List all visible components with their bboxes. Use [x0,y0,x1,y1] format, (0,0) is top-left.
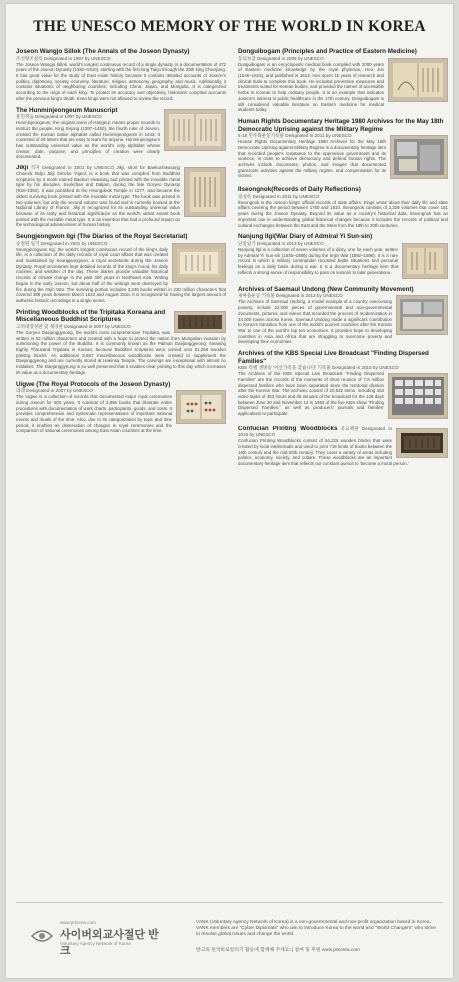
entry-description: Human Rights Documentary Heritage 1980 Archives for the May 18th Democratic Uprising against Military Regime is a documentary heritage item that recorded people's resistance to the oppressive government and its violence, in order to achieve democracy and defend human rights. The archives include documents, photos, and images that documented grassroots activities against the military regime, and compensation for its victims. [238,139,386,179]
logo-english: Voluntary Agency Network of Korea [60,941,131,946]
entry-donguibogam [238,48,448,113]
entry-title: Human Rights Documentary Heritage 1980 Archives for the May 18th Democratic Uprising against the Military Regime [238,117,444,133]
entry-title: Uigwe (The Royal Protocols of the Joseon Dynasty) [16,380,171,388]
entry-designated: 직지 Designated in 2001 by UNESCO [30,165,115,171]
entry-description: Hunminjeongeum, the original name of Hangeul, means proper sounds to instruct the people. King Sejong (1397~1450), the fourth ruler of Joseon, created the Korean native alphabet called Hunminjeongeum in 1443. It consisted of 28 letters that are easy to learn for anyone. Hunminjeongeum has outstanding universal value as the world's only alphabet whose creator, date, purpose, and principles of creation were clearly documented. [16,120,160,160]
footer-description: VANK (Voluntary Agency Network of Korea) is a non-governmental and non-profit organization based in Korea. VANK members are "Cyber Diplomats" who aim to introduce Korea to the world and "World Changers" who strive to resolve global issues and change the world. [196,920,436,938]
entry-title: Archives of Saemaul Undong (New Community Movement) [238,285,414,293]
entry-designated: 조선왕조실록 Designated in 1997 by UNESCO [16,55,111,61]
entry-description: Seungjeongwon Ilgi, the world's longest continuous record of the king's daily life, is a collection of the daily records of royal court affairs that was created and maintained by Seungjeongwon, a royal secretariat during the Joseon Dynasty. Royal secretaries kept detailed records of the king's mood, his daily routines, and weather of the day. These diaries provide valuable historical records of climate change in the past 300 years in Northeast Asia. Writing began in the early Joseon, but about half of the writings were destroyed by fire during the Imjin War. The surviving portion includes 3,245 books written in 230 million characters that covered 288 years between March 1623 and August 1910. It is recognized for having the largest amount of authentic historic recordings in a single series. [16,246,226,303]
footer-korean-line: 반크의 한국바로알리기 활동에 함께해 주세요! | 참여 및 후원 vank.prkorea.com [196,948,360,953]
entry-designated: 유교책판 Designated in 2015 by UNESCO [238,426,393,438]
woodblocks-image [174,311,226,333]
entry-description: Jikji, short for Baekunhwasang Choerok Buljo Jikji Simche Yojeol, is a book that was compiled from Buddhist scriptures by a monk named Baekun Hwasang and printed with the movable metal type by his disciples, Seokchan and Daljam, during the late Goryeo Dynasty (918~1392). It was published at the Heungdeok Temple in 1377, and became the oldest surviving book printed with the movable metal type. The book was printed in two volumes, but only the second volume was found and is currently housed at the National Library of France. Jikji is recognized for its outstanding universal value because of its rarity and historical significance as the world's oldest extant book printed with the movable metal type. It is an invention that had a profound impact on the technological advancement of human history. [16,165,180,228]
entry-ilseongnok [238,186,448,228]
entry-tripitaka [16,309,226,376]
entry-uigwe [16,381,226,435]
logo-korean: 사이버외교사절단 반크 [60,929,159,957]
entry-description: The Uigwe is a collection of records that documented major royal ceremonies during Joseon for 500 years. It consists of 3,895 books that illustrate entire procedures with documentation of work charts, participants, goods, and costs. It provides comprehensive and systematic representations of important national events and rituals of the time. Also, due to its categorization by topic and time period, it enables an observation of changes in royal ceremonies and the comparison of national ceremonies among East Asian countries at the time. [16,394,172,434]
entry-description: The Archives of the KBS Special Live Broadcast "Finding Dispersed Families" are the records of the moments of short reunion of 7.8 million dispersed families who have been separated since the territorial division after the Korean War. The archives consist of 20,522 items, including 463 video tapes of 453 hours and 45 minutes of the broadcast for the 138 days between June 30 and November 14 in 1983 of the live KBS show "Finding Dispersed Families," as well as producers' journals and families' applications to participate. [238,371,384,417]
footer-divider [16,902,443,903]
entry-designated: 훈민정음 Designated in 1997 by UNESCO [16,114,102,120]
page-title: THE UNESCO MEMORY OF THE WORLD IN KOREA [33,18,426,35]
poster [6,4,453,978]
entry-annals [16,48,226,102]
entry-kbs-broadcast [238,350,448,421]
entry-title: Nanjung Ilgi(War Diary of Admiral Yi Sun-sin) [238,233,373,241]
entry-description: Nanjung Ilgi is a collection of seven volumes of a diary, one for each year, written by Admiral Yi Sun-sin (1545~1598) during the Imjin War (1592~1598). It is a rare record in which a military commander recorded battle situations and personal feelings on a daily basis during a war. It is a documentary heritage item that reflects a strong sense of responsibility to pass on lessons to later generations. [238,246,398,275]
footer-url: www.prkorea.com [60,920,96,925]
entry-confucian-woodblocks [238,426,448,467]
manuscript-image [164,109,226,151]
entry-description: The Joseon Wangjo Sillok, world's longest continuous record of a single dynasty, is a documentation of 472 years of the Joseon Dynasty (1392~1910), starting with the first king Taejo through the 25th king Cheoljong. It has great value for the study of East Asian history because it contains detailed accounts of Joseon's politics, diplomacy, society, economy, literature, religion, astronomy, geography, and music. Additionally, it contains situations of neighboring countries, including China, Japan, and Mongolia. It is categorized according to the reign of each king. To protect its accuracy and objectivity, historians compiled accounts after the previous king's death. Even kings were not allowed to review the record. [16,61,226,101]
medicine-book-image [388,58,448,102]
entry-description: The Archives of Saemaul Undong, a model example of a country overcoming poverty, include 22,000 pieces of governmental and non-governmental documents, pictures, and videos that recorded the process of modernization in 34,000 towns across Korea. Saemaul Undong made a significant contribution to Korea's transition from one of the world's poorest countries after the Korean War to one of the world's top ten economies. It provides hope to developing countries in Asia and Africa that are struggling to overcome poverty and developing their economies. [238,299,392,345]
entry-saemaul [238,286,448,345]
entry-designated: 승정원 일기 Designated in 2001 by UNESCO [16,240,108,246]
entry-title: Printing Woodblocks of the Tripitaka Koreana and Miscellaneous Buddhist Scriptures [16,308,166,324]
entry-designated: 5·18 민주화운동기록물 Designated in 2011 by UNESCO [238,133,352,139]
entry-designated: 고려대장경판 및 제경판 Designated in 2007 by UNESCO [16,323,131,329]
entry-may18 [238,118,448,181]
entry-title: Joseon Wangjo Sillok (The Annals of the Joseon Dynasty) [16,48,190,55]
entry-title: The Hunminjeongeum Manuscript [16,106,118,114]
right-column [238,48,448,472]
entry-designated: 의궤 Designated in 2007 by UNESCO [16,388,93,394]
left-column [16,48,226,439]
confucian-woodblock-image [396,428,448,458]
entry-description: Ilseongnok is the Joseon kings' official records of state affairs. Kings wrote about their daily life and state affairs covering the period between 1760 and 1910. Ilseongnok consists of 2,329 volumes that cover 151 years during the Joseon Dynasty. Beyond its value as a country's historical data, Ilseongnok has an important use in understanding global historical changes because it includes the records of political and cultural exchanges between the East and the West from the 18th to 20th centuries. [238,199,448,228]
saemaul-photo-image [396,295,448,335]
entry-description: Confucian Printing Woodblocks consist of 64,226 wooden blocks that were created by local intellectuals and used to print 718 kinds of books between the 16th century and the mid-20th century. They cover a variety of areas including politics, economy, society, and culture. These woodblocks are an important documentary heritage item that reflects our constant pursuit to 'become a moral person.' [238,438,409,467]
entry-title: Donguibogam (Principles and Practice of Eastern Medicine) [238,48,417,55]
archives-photo-image [390,135,448,179]
entry-title: Jikji [16,165,29,172]
vank-logo [26,920,166,957]
entry-hunminjeongeum [16,107,226,161]
entry-description: Donguibogam is an encyclopedic medical book compiled with 2000 years of Eastern medicine knowledge by the royal physician, Heo Jun (1546~1615), and published in 1613. Heo spent 15 years of research and clinical trials to complete this book. He included preventive measures and treatments suited for Korean bodies, and provided the names of accessible herbs in Korean to help ordinary people. It is an example that indicates Joseon's interest in public healthcare in the 17th century. Donguibogam is still considered valuable literature on Eastern medicine for medical students today. [238,61,384,113]
entry-designated: 일성록 Designated in 2011 by UNESCO [238,193,319,199]
footer [16,906,443,966]
entry-title: Archives of the KBS Special Live Broadcast "Finding Dispersed Families" [238,350,429,365]
entry-title: Seungjeongwon Ilgi (The Diaries of the Royal Secretariat) [16,233,188,241]
jikji-book-image [184,167,226,217]
entry-designated: 동의보감 Designated in 2009 by UNESCO [238,55,324,61]
uigwe-image [176,390,226,424]
diaries-image [172,243,226,283]
entry-seungjeongwon [16,233,226,304]
vank-logo-icon [30,926,54,946]
entry-title: Ilseongnok(Records of Daily Reflections) [238,186,361,194]
broadcast-photo-image [388,373,448,419]
war-diary-image [402,243,448,279]
entry-title: Confucian Printing Woodblocks [238,426,338,433]
entry-designated: 새마을운동 기록물 Designated in 2013 by UNESCO [238,293,343,299]
entry-jikji [16,165,226,228]
entry-designated: KBS 특별 생방송 '이산가족을 찾습니다' 기록물 Designated in 2015 by UNESCO [238,365,399,371]
entry-designated: 난중일기 Designated in 2013 by UNESCO [238,240,324,246]
entry-description: The Goryeo Daejanggyeong, the world's most comprehensive Tripitaka, was written in 52 million characters and created with a hope to protect the nation from Mongolian invasion by summoning the power of the Buddha. It is commonly known as the Palman Daejanggyeong, meaning Eighty Thousand Tripitaka in Korean, because Buddhist scriptures were carved onto 81,258 wooden printing blocks. An additional 5,987 miscellaneous woodblocks were created to supplement the Daejanggyeong and are currently stored at Haeinsa Temple. The carvings are exceptional with almost no mistakes. The Daejanggyeong is so well preserved that it enables clear printing to this day which increases its value as a documentary heritage. [16,329,226,375]
entry-nanjung-ilgi [238,233,448,281]
